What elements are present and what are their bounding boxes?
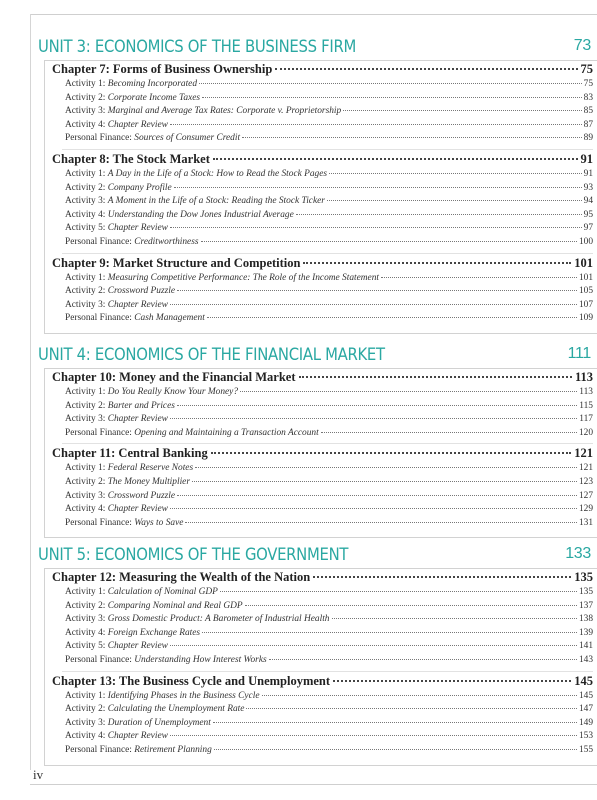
page-number: iv — [33, 767, 44, 782]
activity-title: Chapter Review — [107, 641, 168, 652]
leader-dots — [303, 262, 571, 264]
chapter-separator — [62, 149, 593, 150]
leader-dots — [170, 227, 582, 228]
leader-dots — [269, 659, 577, 660]
activity-label: Activity 3: — [65, 299, 106, 310]
leader-dots — [246, 708, 577, 709]
activity-entry[interactable] — [65, 704, 593, 717]
activity-label: Activity 1: — [65, 587, 106, 597]
activity-label: Personal Finance: — [65, 745, 132, 755]
activity-page-number: 139 — [578, 627, 593, 638]
leader-dots — [211, 452, 572, 454]
activity-title: Calculating the Unemployment Rate — [107, 704, 245, 715]
activity-label: Activity 2: — [65, 600, 106, 611]
activity-label: Activity 2: — [65, 704, 106, 715]
chapter-page-number: 91 — [580, 152, 593, 166]
activity-label: Personal Finance: — [65, 133, 132, 144]
activity-label: Activity 1: — [65, 79, 106, 89]
activity-title: Creditworthiness — [134, 237, 199, 247]
activity-entry[interactable] — [65, 223, 593, 236]
activity-page-number: 75 — [583, 79, 593, 89]
activity-page-number: 93 — [583, 182, 593, 193]
activity-page-number: 100 — [578, 237, 593, 247]
activity-entry[interactable] — [65, 601, 593, 614]
leader-dots — [177, 495, 577, 496]
leader-dots — [170, 124, 582, 125]
activity-title: Do You Really Know Your Money? — [107, 387, 239, 397]
leader-dots — [202, 632, 577, 633]
activity-entry[interactable] — [65, 691, 593, 704]
leader-dots — [313, 576, 571, 578]
activity-entry[interactable] — [65, 106, 593, 119]
activity-title: Measuring Competitive Performance: The Role of the Income Statement — [107, 272, 380, 283]
chapter-title: Chapter 8: The Stock Market — [52, 152, 210, 166]
chapter-separator — [62, 443, 593, 444]
activity-page-number: 101 — [578, 272, 593, 283]
activity-page-number: 83 — [583, 92, 593, 103]
activity-entry[interactable] — [65, 587, 593, 600]
activity-entry[interactable] — [65, 641, 593, 654]
leader-dots — [202, 97, 582, 98]
activity-title: A Day in the Life of a Stock: How to Read the Stock Pages — [107, 169, 328, 179]
leader-dots — [343, 110, 581, 111]
leader-dots — [177, 290, 577, 291]
leader-dots — [245, 605, 577, 606]
activity-title: Opening and Maintaining a Transaction Account — [134, 427, 319, 438]
activity-title: Company Profile — [107, 182, 172, 193]
activity-page-number: 94 — [583, 196, 593, 207]
activity-page-number: 135 — [578, 587, 593, 597]
top-rule — [30, 14, 597, 15]
activity-title: Chapter Review — [107, 414, 168, 425]
activity-title: Chapter Review — [107, 731, 168, 742]
activity-label: Activity 2: — [65, 92, 106, 103]
chapter-entry[interactable] — [52, 152, 593, 168]
activity-label: Activity 4: — [65, 627, 106, 638]
bottom-rule — [30, 784, 597, 785]
leader-dots — [170, 304, 577, 305]
chapter-entry[interactable] — [52, 62, 593, 78]
activity-page-number: 143 — [578, 655, 593, 665]
leader-dots — [332, 618, 577, 619]
activity-title: Duration of Unemployment — [107, 717, 211, 728]
activity-label: Personal Finance: — [65, 427, 132, 438]
activity-page-number: 138 — [578, 614, 593, 625]
chapter-title: Chapter 12: Measuring the Wealth of the Nation — [52, 570, 311, 584]
leader-dots — [327, 200, 582, 201]
activity-label: Activity 1: — [65, 169, 106, 179]
activity-label: Activity 4: — [65, 731, 106, 742]
activity-title: Chapter Review — [107, 299, 168, 310]
unit-title: UNIT 5: ECONOMICS OF THE GOVERNMENT — [38, 544, 349, 564]
activity-label: Activity 3: — [65, 106, 106, 117]
unit-page-number: 73 — [573, 37, 591, 54]
activity-label: Activity 3: — [65, 717, 106, 728]
activity-entry[interactable] — [65, 655, 593, 668]
activity-page-number: 105 — [578, 286, 593, 297]
activity-title: Crossword Puzzle — [107, 286, 176, 297]
activity-title: Understanding the Dow Jones Industrial Average — [107, 209, 294, 220]
activity-title: Becoming Incorporated — [107, 79, 198, 89]
activity-title: Sources of Consumer Credit — [134, 133, 241, 144]
activity-entry[interactable] — [65, 614, 593, 627]
leader-dots — [170, 645, 577, 646]
leader-dots — [201, 241, 577, 242]
chapter-separator — [62, 253, 593, 254]
activity-entry[interactable] — [65, 286, 593, 299]
chapter-entry[interactable] — [52, 570, 593, 586]
chapter-page-number: 75 — [580, 62, 593, 76]
chapter-entry[interactable] — [52, 256, 593, 272]
activity-page-number: 149 — [578, 717, 593, 728]
activity-title: Corporate Income Taxes — [107, 92, 201, 103]
activity-title: Chapter Review — [107, 119, 168, 130]
activity-page-number: 147 — [578, 704, 593, 715]
activity-label: Activity 5: — [65, 641, 106, 652]
activity-entry[interactable] — [65, 463, 593, 476]
activity-page-number: 107 — [578, 299, 593, 310]
activity-page-number: 123 — [578, 477, 593, 487]
activity-page-number: 85 — [583, 106, 593, 117]
leader-dots — [195, 467, 577, 468]
activity-entry[interactable] — [65, 196, 593, 209]
unit-title: UNIT 4: ECONOMICS OF THE FINANCIAL MARKET — [38, 344, 385, 364]
leader-dots — [185, 522, 577, 523]
activity-entry[interactable] — [65, 401, 593, 414]
activity-entry[interactable] — [65, 745, 593, 758]
unit-page-number: 133 — [565, 545, 591, 562]
activity-page-number: 91 — [583, 169, 593, 179]
leader-dots — [240, 391, 577, 392]
activity-label: Personal Finance: — [65, 237, 132, 247]
activity-title: Ways to Save — [134, 517, 184, 528]
leader-dots — [220, 591, 577, 592]
unit-title: UNIT 3: ECONOMICS OF THE BUSINESS FIRM — [38, 36, 356, 56]
leader-dots — [213, 722, 577, 723]
activity-title: The Money Multiplier — [107, 477, 190, 487]
activity-entry[interactable] — [65, 718, 593, 731]
chapter-page-number: 135 — [574, 570, 593, 584]
activity-label: Activity 5: — [65, 223, 106, 234]
activity-page-number: 89 — [583, 133, 593, 144]
chapter-title: Chapter 10: Money and the Financial Market — [52, 370, 296, 384]
activity-entry[interactable] — [65, 133, 593, 146]
activity-title: Chapter Review — [107, 504, 168, 515]
leader-dots — [299, 376, 572, 378]
activity-page-number: 109 — [578, 313, 593, 324]
leader-dots — [174, 187, 582, 188]
activity-label: Activity 4: — [65, 504, 106, 515]
activity-entry[interactable] — [65, 210, 593, 223]
activity-title: Comparing Nominal and Real GDP — [107, 600, 243, 611]
activity-entry[interactable] — [65, 504, 593, 517]
unit-page-number: 111 — [567, 345, 591, 362]
leader-dots — [262, 695, 577, 696]
activity-title: Barter and Prices — [107, 400, 175, 411]
activity-title: Retirement Planning — [134, 745, 212, 755]
leader-dots — [192, 481, 577, 482]
activity-title: A Moment in the Life of a Stock: Reading the Stock Ticker — [107, 196, 325, 207]
activity-entry[interactable] — [65, 491, 593, 504]
unit-heading — [38, 344, 594, 364]
leader-dots — [275, 68, 577, 70]
chapter-page-number: 101 — [574, 255, 593, 270]
activity-label: Activity 3: — [65, 414, 106, 425]
activity-title: Understanding How Interest Works — [134, 655, 267, 665]
leader-dots — [213, 158, 578, 160]
leader-dots — [170, 508, 577, 509]
activity-entry[interactable] — [65, 79, 593, 92]
activity-label: Activity 4: — [65, 119, 106, 130]
chapter-entry[interactable] — [52, 446, 593, 462]
leader-dots — [177, 405, 577, 406]
unit-heading — [38, 36, 594, 56]
leader-dots — [170, 418, 577, 419]
leader-dots — [170, 735, 577, 736]
chapter-page-number: 113 — [574, 370, 593, 384]
activity-label: Activity 1: — [65, 272, 106, 283]
chapter-entry[interactable] — [52, 370, 593, 386]
chapter-title: Chapter 7: Forms of Business Ownership — [52, 62, 273, 76]
chapter-page-number: 121 — [574, 446, 593, 461]
activity-title: Crossword Puzzle — [107, 490, 176, 501]
activity-page-number: 121 — [578, 463, 593, 474]
activity-entry[interactable] — [65, 414, 593, 427]
leader-dots — [214, 749, 577, 750]
activity-page-number: 97 — [583, 223, 593, 234]
activity-entry[interactable] — [65, 93, 593, 106]
unit-heading — [38, 544, 594, 564]
activity-page-number: 120 — [578, 427, 593, 438]
chapter-title: Chapter 9: Market Structure and Competition — [52, 255, 301, 270]
activity-page-number: 87 — [583, 119, 593, 130]
activity-entry[interactable] — [65, 313, 593, 326]
activity-title: Marginal and Average Tax Rates: Corporate v. Proprietorship — [107, 106, 342, 117]
activity-page-number: 145 — [578, 690, 593, 701]
activity-page-number: 95 — [583, 209, 593, 220]
activity-page-number: 115 — [579, 400, 593, 411]
activity-entry[interactable] — [65, 428, 593, 441]
leader-dots — [242, 137, 582, 138]
activity-page-number: 113 — [579, 387, 593, 397]
activity-label: Activity 2: — [65, 182, 106, 193]
activity-page-number: 153 — [578, 731, 593, 742]
activity-label: Activity 1: — [65, 463, 106, 474]
activity-label: Activity 1: — [65, 387, 106, 397]
activity-entry[interactable] — [65, 273, 593, 286]
activity-label: Activity 2: — [65, 400, 106, 411]
activity-label: Personal Finance: — [65, 655, 132, 665]
left-rule — [30, 14, 31, 770]
leader-dots — [199, 83, 582, 84]
activity-page-number: 155 — [578, 745, 593, 755]
activity-entry[interactable] — [65, 518, 593, 531]
chapter-page-number: 145 — [574, 673, 593, 688]
activity-title: Calculation of Nominal GDP — [107, 587, 218, 597]
leader-dots — [296, 214, 582, 215]
activity-title: Foreign Exchange Rates — [107, 627, 201, 638]
activity-page-number: 141 — [578, 641, 593, 652]
leader-dots — [329, 173, 582, 174]
activity-entry[interactable] — [65, 120, 593, 133]
leader-dots — [207, 317, 577, 318]
activity-title: Federal Reserve Notes — [107, 463, 194, 474]
activity-label: Activity 4: — [65, 209, 106, 220]
activity-entry[interactable] — [65, 387, 593, 400]
activity-entry[interactable] — [65, 628, 593, 641]
activity-title: Chapter Review — [107, 223, 168, 234]
activity-entry[interactable] — [65, 300, 593, 313]
activity-title: Cash Management — [134, 313, 205, 324]
activity-page-number: 131 — [578, 517, 593, 528]
activity-page-number: 117 — [579, 414, 593, 425]
leader-dots — [321, 432, 577, 433]
activity-title: Identifying Phases in the Business Cycle — [107, 690, 260, 701]
activity-label: Activity 1: — [65, 690, 106, 701]
chapter-title: Chapter 13: The Business Cycle and Unemployment — [52, 673, 331, 688]
activity-page-number: 127 — [578, 490, 593, 501]
activity-label: Activity 3: — [65, 490, 106, 501]
activity-title: Gross Domestic Product: A Barometer of Industrial Health — [107, 614, 330, 625]
activity-label: Activity 2: — [65, 477, 106, 487]
chapter-title: Chapter 11: Central Banking — [52, 446, 208, 461]
activity-entry[interactable] — [65, 731, 593, 744]
activity-page-number: 137 — [578, 600, 593, 611]
chapter-separator — [62, 671, 593, 672]
chapter-entry[interactable] — [52, 674, 593, 690]
activity-page-number: 129 — [578, 504, 593, 515]
activity-entry[interactable] — [65, 183, 593, 196]
activity-label: Activity 3: — [65, 196, 106, 207]
activity-entry[interactable] — [65, 169, 593, 182]
activity-label: Activity 3: — [65, 614, 106, 625]
activity-label: Personal Finance: — [65, 313, 132, 324]
activity-label: Personal Finance: — [65, 517, 132, 528]
activity-entry[interactable] — [65, 477, 593, 490]
leader-dots — [381, 277, 577, 278]
activity-entry[interactable] — [65, 237, 593, 250]
leader-dots — [333, 680, 571, 682]
activity-label: Activity 2: — [65, 286, 106, 297]
